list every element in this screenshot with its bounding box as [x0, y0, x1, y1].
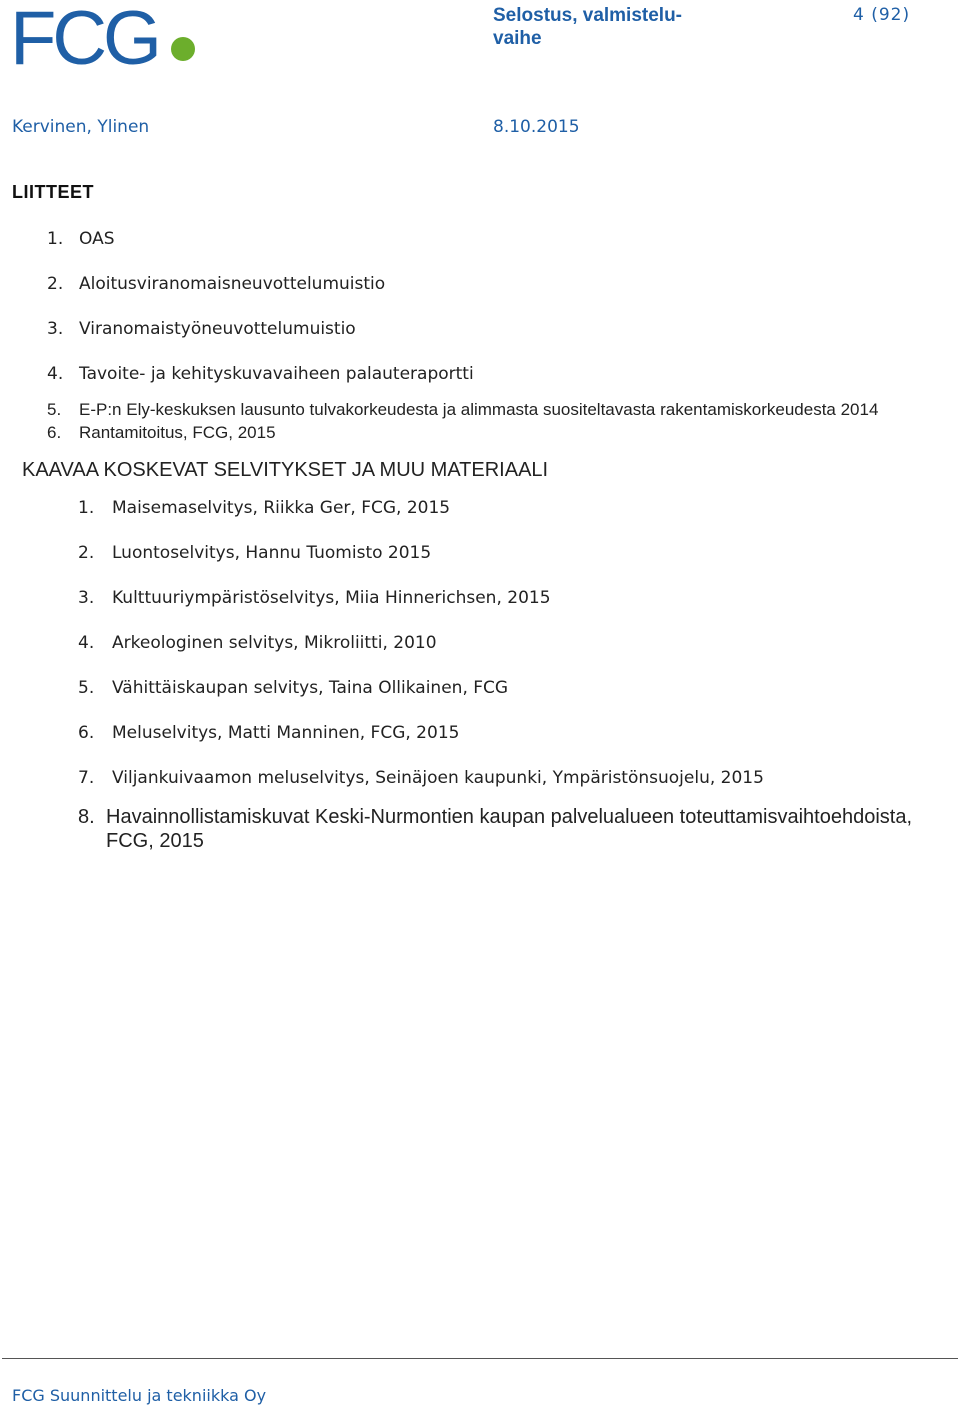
document-title-line-2: vaihe: [493, 28, 542, 49]
item-number: 7.: [78, 768, 95, 788]
list-item: [78, 588, 551, 608]
list-item: [47, 229, 115, 249]
item-number: 8.: [78, 806, 95, 828]
document-title: [493, 4, 733, 50]
item-text: OAS: [79, 229, 115, 249]
item-text: Kulttuuriympäristöselvitys, Miia Hinnerichsen, 2015: [112, 588, 551, 608]
list-item: [78, 633, 437, 653]
document-date: 8.10.2015: [493, 117, 580, 137]
item-text: Maisemaselvitys, Riikka Ger, FCG, 2015: [112, 498, 451, 518]
item-number: 3.: [47, 319, 64, 339]
list-item: [78, 768, 764, 788]
item-number: 6.: [78, 723, 95, 743]
item-number: 2.: [47, 274, 64, 294]
item-text-line-1: Havainnollistamiskuvat Keski-Nurmontien kaupan palvelualueen toteuttamisvaihtoehdoista,: [106, 806, 913, 828]
list-item: [78, 678, 509, 698]
item-text: [106, 805, 936, 853]
fcg-logo-mark: [10, 4, 200, 68]
item-number: 3.: [78, 588, 95, 608]
item-number: 1.: [78, 498, 95, 518]
footer-divider: [2, 1358, 958, 1359]
fcg-logo: [10, 4, 200, 68]
list-item: [47, 274, 386, 294]
item-number: 6.: [47, 423, 62, 442]
item-text: Luontoselvitys, Hannu Tuomisto 2015: [112, 543, 432, 563]
item-text: Arkeologinen selvitys, Mikroliitti, 2010: [112, 633, 437, 653]
document-title-line-1: Selostus, valmistelu-: [493, 5, 683, 26]
item-number: 4.: [78, 633, 95, 653]
list-item: [47, 319, 356, 339]
item-text: Viranomaistyöneuvottelumuistio: [79, 319, 356, 339]
item-number: 4.: [47, 364, 64, 384]
authors: Kervinen, Ylinen: [12, 117, 150, 137]
item-number: 5.: [47, 400, 62, 419]
list-item: [78, 805, 913, 852]
materials-heading: KAAVAA KOSKEVAT SELVITYKSET JA MUU MATERIAALI: [22, 459, 549, 481]
item-text: Tavoite- ja kehityskuvavaiheen palauteraportti: [79, 364, 474, 384]
item-text: E-P:n Ely-keskuksen lausunto tulvakorkeudesta ja alimmasta suositeltavasta rakentamiskorkeudesta 2014: [79, 400, 879, 419]
list-item: [78, 723, 460, 743]
logo-green-dot: [171, 37, 195, 61]
item-text: Rantamitoitus, FCG, 2015: [79, 423, 276, 442]
list-item: [78, 498, 451, 518]
item-text: Aloitusviranomaisneuvottelumuistio: [79, 274, 386, 294]
item-number: 2.: [78, 543, 95, 563]
list-item: [47, 423, 276, 443]
item-text: Vähittäiskaupan selvitys, Taina Ollikainen, FCG: [112, 678, 509, 698]
item-number: 1.: [47, 229, 64, 249]
list-item: [47, 364, 474, 384]
item-text: Meluselvitys, Matti Manninen, FCG, 2015: [112, 723, 460, 743]
list-item: [47, 400, 879, 420]
item-text: Viljankuivaamon meluselvitys, Seinäjoen kaupunki, Ympäristönsuojelu, 2015: [112, 768, 764, 788]
page-number: 4 (92): [853, 5, 911, 25]
item-number: 5.: [78, 678, 95, 698]
attachments-heading: LIITTEET: [12, 182, 94, 202]
logo-text: FCG: [10, 4, 158, 68]
footer-company: FCG Suunnittelu ja tekniikka Oy: [12, 1386, 267, 1405]
item-text-line-2: FCG, 2015: [106, 830, 204, 852]
list-item: [78, 543, 432, 563]
